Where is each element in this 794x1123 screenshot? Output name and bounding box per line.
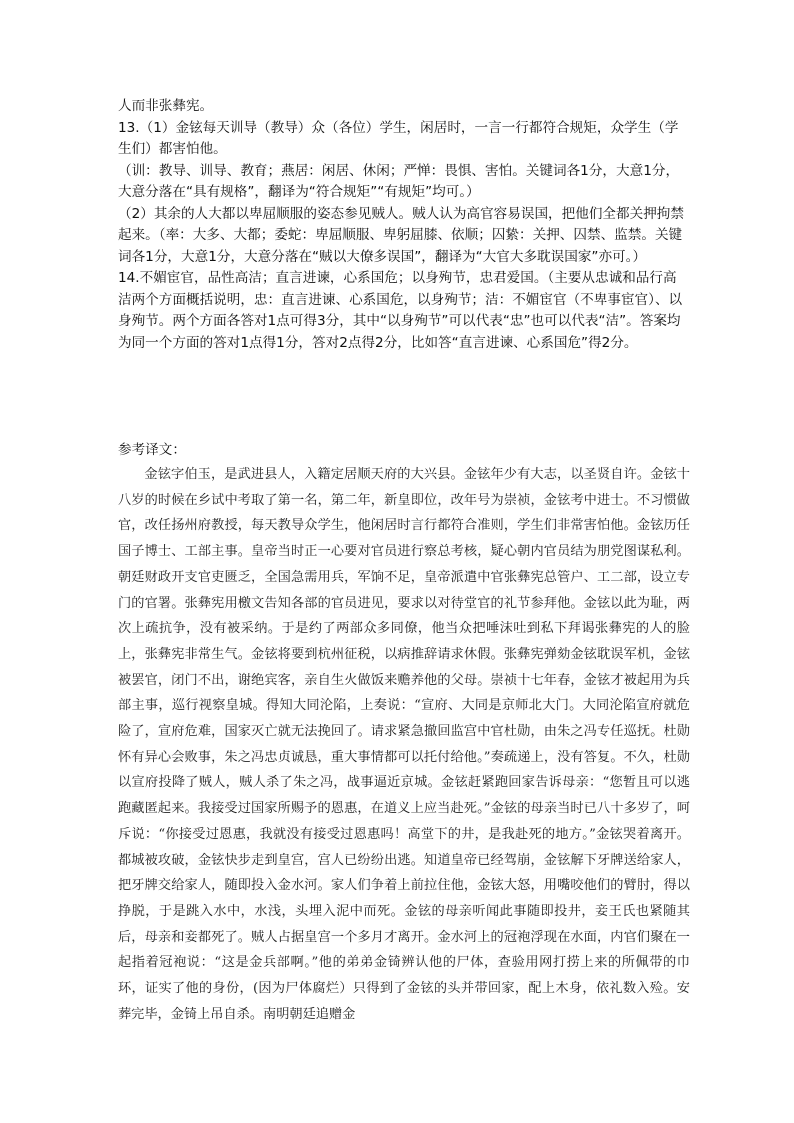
answer-13-1-note: （训：教导、训导、教育；燕居：闲居、休闲；严惮：畏惧、害怕。关键词各1分，大意1分，大意分落在“具有规格”，翻译为“符合规矩”“有规矩”均可。）	[118, 162, 680, 200]
translation-paragraph: 金铉字伯玉，是武进县人，入籍定居顺天府的大兴县。金铉年少有大志，以圣贤自许。金铉十八岁的时候在乡试中考取了第一名，第二年，新皇即位，改年号为崇祯，金铉考中进士。不习惯做官，改任扬州府教授，每天教导众学生，他闲居时言行都符合准则，学生们非常害怕他。金铉历任国子博士、工部主事。皇帝当时正一心要对官员进行察总考核，疑心朝内官员结为朋党图谋私利。朝廷财政开支官吏匮乏，全国急需用兵，军饷不足，皇帝派遣中官张彝宪总管户、工二部，设立专门的官署。张彝宪用檄文告知各部的官员进见，要求以对待堂官的礼节参拜他。金铉以此为耻，两次上疏抗争，没有被采纳。于是约了两部众多同僚，他当众把唾沫吐到私下拜谒张彝宪的人的脸上，张彝宪非常生气。金铉将要到杭州征税，以病推辞请求休假。张彝宪弹劾金铉耽误军机，金铉被罢官，闭门不出，谢绝宾客，亲自生火做饭来赡养他的父母。崇祯十七年春，金铉才被起用为兵部主事，巡行视察皇城。得知大同沦陷，上奏说：“宣府、大同是京师北大门。大同沦陷宣府就危险了，宣府危难，国家灭亡就无法挽回了。请求紧急撤回监宫中官杜勋，由朱之冯专任巡抚。杜勋怀有异心会败事，朱之冯忠贞诚恳，重大事情都可以托付给他。”奏疏递上，没有答复。不久，杜勋以宣府投降了贼人，贼人杀了朱之冯，战事逼近京城。金铉赶紧跑回家告诉母亲：“您暂且可以逃跑藏匿起来。我接受过国家所赐予的恩惠，在道义上应当赴死。”金铉的母亲当时已八十多岁了，呵斥说：“你接受过恩惠，我就没有接受过恩惠吗！高堂下的井，是我赴死的地方。”金铉哭着离开。都城被攻破，金铉快步走到皇宫，宫人已纷纷出逃。知道皇帝已经驾崩，金铉解下牙牌送给家人，把牙牌交给家人，随即投入金水河。家人们争着上前拉住他，金铉大怒，用嘴咬他们的臂肘，得以挣脱，于是跳入水中，水浅，头埋入泥中而死。金铉的母亲听闻此事随即投井，妾王氏也紧随其后，母亲和妾都死了。贼人占据皇宫一个多月才离开。金水河上的冠袍浮现在水面，内官们聚在一起指着冠袍说：“这是金兵部啊。”他的弟弟金锜辨认他的尸体，查验用网打捞上来的所佩带的巾环，证实了他的身份，(因为尸体腐烂）只得到了金铉的头并带回家，配上木身，依礼数入殓。安葬完毕，金锜上吊自杀。南明朝廷追赠金	[118, 467, 690, 1022]
answer-key	[118, 96, 690, 354]
reference-translation-title: 参考译文：	[118, 442, 186, 458]
answer-14: 14.不媚宦官，品性高洁；直言进谏，心系国危；以身殉节，忠君爱国。（主要从忠诚和品行高洁两个方面概括说明，忠：直言进谏、心系国危，以身殉节；洁：不媚宦官（不卑事宦官）、以身殉节。两个方面各答对1点可得3分，其中“以身殉节”可以代表“忠”也可以代表“洁”。答案均为同一个方面的答对1点得1分，答对2点得2分，比如答“直言进谏、心系国危”得2分。	[118, 270, 683, 351]
reference-translation	[118, 462, 690, 1027]
answer-13-1: 13.（1）金铉每天训导（教导）众（各位）学生，闲居时，一言一行都符合规矩，众学生（学生们）都害怕他。	[118, 119, 679, 157]
answer-line-0: 人而非张彝宪。	[118, 98, 214, 114]
answer-13-2: （2）其余的人大都以卑屈顺服的姿态参见贼人。贼人认为高官容易误国，把他们全都关押拘禁起来。（率：大多、大都；委蛇：卑屈顺服、卑躬屈膝、依顺；囚絷：关押、囚禁、监禁。关键词各1分，大意1分，大意分落在“贼以大僚多误国”，翻译为“大官大多耽误国家”亦可。）	[118, 205, 684, 265]
